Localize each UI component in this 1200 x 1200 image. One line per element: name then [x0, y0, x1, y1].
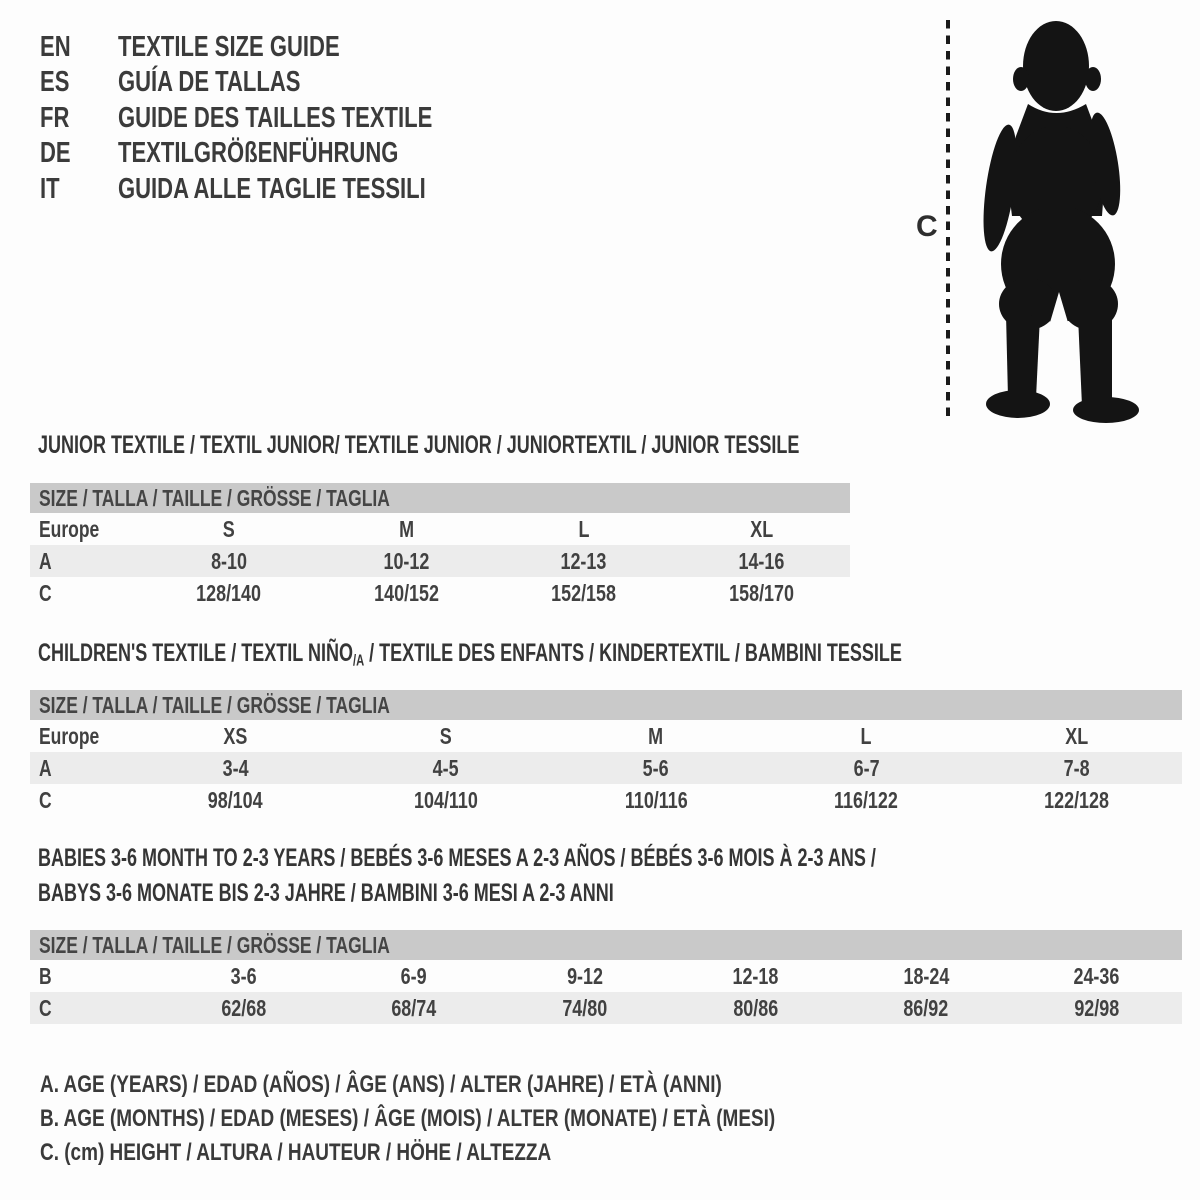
size-cell-text: XL: [749, 515, 773, 542]
guide-title-fr: [118, 104, 532, 133]
size-cell-text: XL: [1065, 722, 1089, 749]
lang-code-it: [40, 175, 66, 204]
children-row-europe: [30, 720, 1182, 752]
age-cell: [340, 755, 550, 782]
height-cell: [841, 995, 1012, 1022]
children-section-title: [38, 640, 1200, 674]
guide-title-text: GUIDA ALLE TAGLIE TESSILI: [118, 173, 426, 205]
guide-title-it: [118, 175, 523, 204]
lang-code-text: ES: [40, 66, 70, 98]
size-header-text: SIZE / TALLA / TAILLE / GRÖSSE / TAGLIA: [39, 691, 390, 718]
age-cell-text: 4-5: [432, 754, 459, 781]
children-size-header-bar: [30, 690, 1182, 720]
row-label: [30, 723, 130, 750]
size-cell: [673, 516, 851, 543]
size-header-text: SIZE / TALLA / TAILLE / GRÖSSE / TAGLIA: [39, 484, 390, 511]
legend-line-age-years: [40, 1072, 903, 1097]
lang-code-text: FR: [40, 102, 70, 134]
height-cell-text: 158/170: [728, 579, 794, 606]
row-label-text: Europe: [39, 722, 100, 749]
size-cell: [761, 723, 971, 750]
lang-code-es: [40, 68, 79, 97]
row-label: [30, 516, 140, 543]
height-cell: [761, 787, 971, 814]
legend-line-height-cm: [40, 1140, 687, 1165]
height-cell: [130, 787, 340, 814]
lang-code-text: EN: [40, 31, 71, 63]
row-label: [30, 787, 130, 814]
height-cell: [551, 787, 761, 814]
babies-section-title-line2: [38, 880, 838, 906]
height-cell-text: 104/110: [413, 786, 478, 813]
babies-row-height: [30, 992, 1182, 1024]
babies-row-months: [30, 960, 1182, 992]
height-cell-text: 122/128: [1044, 786, 1110, 813]
row-label: [30, 963, 158, 990]
height-cell-text: 140/152: [373, 579, 439, 606]
age-cell: [495, 548, 673, 575]
age-cell: [551, 755, 761, 782]
height-cell-text: 68/74: [391, 994, 437, 1021]
size-cell: [130, 723, 340, 750]
legend-text: A. AGE (YEARS) / EDAD (AÑOS) / ÂGE (ANS) / ALTER (JAHRE) / ETÀ (ANNI): [40, 1071, 722, 1098]
row-label-text: C: [39, 579, 52, 606]
months-cell-text: 3-6: [230, 962, 257, 989]
height-cell: [329, 995, 500, 1022]
age-cell-text: 10-12: [383, 547, 430, 574]
row-label: [30, 580, 140, 607]
row-label-text: A: [39, 547, 52, 574]
guide-title-de: [118, 139, 487, 168]
guide-title-en: [118, 33, 410, 62]
height-cell-text: 86/92: [903, 994, 949, 1021]
junior-section-title: [38, 432, 1096, 458]
row-label: [30, 755, 130, 782]
months-cell: [670, 963, 841, 990]
height-cell: [1011, 995, 1182, 1022]
guide-title-text: TEXTILE SIZE GUIDE: [118, 31, 340, 63]
age-cell: [673, 548, 851, 575]
size-cell: [495, 516, 673, 543]
guide-title-es: [118, 68, 358, 97]
height-cell-text: 128/140: [196, 579, 262, 606]
height-cell-text: 92/98: [1074, 994, 1120, 1021]
junior-section-title-text: JUNIOR TEXTILE / TEXTIL JUNIOR/ TEXTILE JUNIOR / JUNIORTEXTIL / JUNIOR TESSILE: [38, 431, 800, 459]
height-cell: [340, 787, 550, 814]
children-row-age: [30, 752, 1182, 784]
size-cell: [340, 723, 550, 750]
months-cell: [1011, 963, 1182, 990]
height-cell: [140, 580, 318, 607]
legend-line-age-months: [40, 1106, 971, 1131]
age-cell-text: 6-7: [853, 754, 880, 781]
children-size-table: [30, 690, 1182, 816]
children-title-post: / TEXTILE DES ENFANTS / KINDERTEXTIL / BAMBINI TESSILE: [364, 639, 902, 667]
age-cell: [140, 548, 318, 575]
lang-code-de: [40, 139, 80, 168]
height-cell-text: 152/158: [551, 579, 617, 606]
babies-title-line2-text: BABYS 3-6 MONATE BIS 2-3 JAHRE / BAMBINI 3-6 MESI A 2-3 ANNI: [38, 879, 614, 907]
height-cell: [318, 580, 496, 607]
size-cell-text: S: [222, 515, 235, 542]
height-cell: [495, 580, 673, 607]
height-cell: [499, 995, 670, 1022]
age-cell-text: 12-13: [560, 547, 607, 574]
dashed-height-line-icon: [945, 20, 951, 418]
children-section-title-text: [38, 640, 902, 674]
months-cell-text: 9-12: [566, 962, 603, 989]
row-label: [30, 548, 140, 575]
age-cell-text: 5-6: [643, 754, 669, 781]
row-label-text: A: [39, 754, 52, 781]
legend-text: C. (cm) HEIGHT / ALTURA / HAUTEUR / HÖHE / ALTEZZA: [40, 1139, 552, 1166]
height-cell-text: 74/80: [562, 994, 608, 1021]
junior-row-height: [30, 577, 850, 609]
height-cell-text: 98/104: [207, 786, 263, 813]
age-cell: [761, 755, 971, 782]
size-cell-text: S: [439, 722, 452, 749]
months-cell-text: 18-24: [903, 962, 949, 989]
size-cell: [972, 723, 1182, 750]
months-cell-text: 6-9: [401, 962, 427, 989]
months-cell: [499, 963, 670, 990]
lang-code-fr: [40, 104, 79, 133]
age-cell-text: 8-10: [210, 547, 247, 574]
height-cell: [972, 787, 1182, 814]
row-label-text: B: [39, 962, 52, 989]
size-header-text: SIZE / TALLA / TAILLE / GRÖSSE / TAGLIA: [39, 931, 390, 958]
row-label-text: C: [39, 786, 52, 813]
row-label: [30, 995, 158, 1022]
guide-title-text: GUÍA DE TALLAS: [118, 66, 301, 98]
age-cell: [972, 755, 1182, 782]
babies-title-line1-text: BABIES 3-6 MONTH TO 2-3 YEARS / BEBÉS 3-6 MESES A 2-3 AÑOS / BÉBÉS 3-6 MOIS À 2-3 ANS /: [38, 844, 876, 872]
height-cell: [670, 995, 841, 1022]
months-cell: [158, 963, 329, 990]
size-cell-text: L: [860, 722, 872, 749]
children-title-sub: /A: [352, 652, 365, 670]
age-cell: [318, 548, 496, 575]
height-cell-text: 110/116: [624, 786, 688, 813]
lang-code-en: [40, 33, 80, 62]
months-cell: [329, 963, 500, 990]
height-cell-text: 80/86: [732, 994, 778, 1021]
babies-size-table: [30, 930, 1182, 1024]
junior-row-age: [30, 545, 850, 577]
lang-code-text: IT: [40, 173, 60, 205]
size-cell-text: M: [398, 515, 414, 542]
lang-code-text: DE: [40, 137, 71, 169]
junior-size-header-bar: [30, 483, 850, 513]
size-cell: [551, 723, 761, 750]
age-cell-text: 14-16: [738, 547, 785, 574]
months-cell-text: 12-18: [732, 962, 779, 989]
height-cell-text: 62/68: [220, 994, 266, 1021]
size-cell-text: M: [648, 722, 664, 749]
size-cell-text: XS: [223, 722, 248, 749]
height-cell-text: 116/122: [834, 786, 899, 813]
guide-title-text: GUIDE DES TAILLES TEXTILE: [118, 102, 433, 134]
junior-size-table: [30, 483, 850, 609]
row-label-text: C: [39, 994, 52, 1021]
row-label-text: Europe: [39, 515, 100, 542]
size-cell-text: L: [578, 515, 590, 542]
height-measure-label: C: [916, 210, 938, 243]
age-cell-text: 7-8: [1063, 754, 1090, 781]
height-cell: [673, 580, 851, 607]
size-cell: [140, 516, 318, 543]
age-cell: [130, 755, 340, 782]
months-cell: [841, 963, 1012, 990]
age-cell-text: 3-4: [222, 754, 249, 781]
guide-title-text: TEXTILGRÖßENFÜHRUNG: [118, 137, 399, 169]
babies-size-header-bar: [30, 930, 1182, 960]
months-cell-text: 24-36: [1073, 962, 1120, 989]
toddler-silhouette-icon: [966, 16, 1142, 428]
legend-text: B. AGE (MONTHS) / EDAD (MESES) / ÂGE (MOIS) / ALTER (MONATE) / ETÀ (MESI): [40, 1105, 776, 1132]
children-row-height: [30, 784, 1182, 816]
babies-section-title-line1: [38, 845, 1200, 871]
size-cell: [318, 516, 496, 543]
height-cell: [158, 995, 329, 1022]
children-title-pre: CHILDREN'S TEXTILE / TEXTIL NIÑO: [38, 639, 353, 667]
junior-row-europe: [30, 513, 850, 545]
